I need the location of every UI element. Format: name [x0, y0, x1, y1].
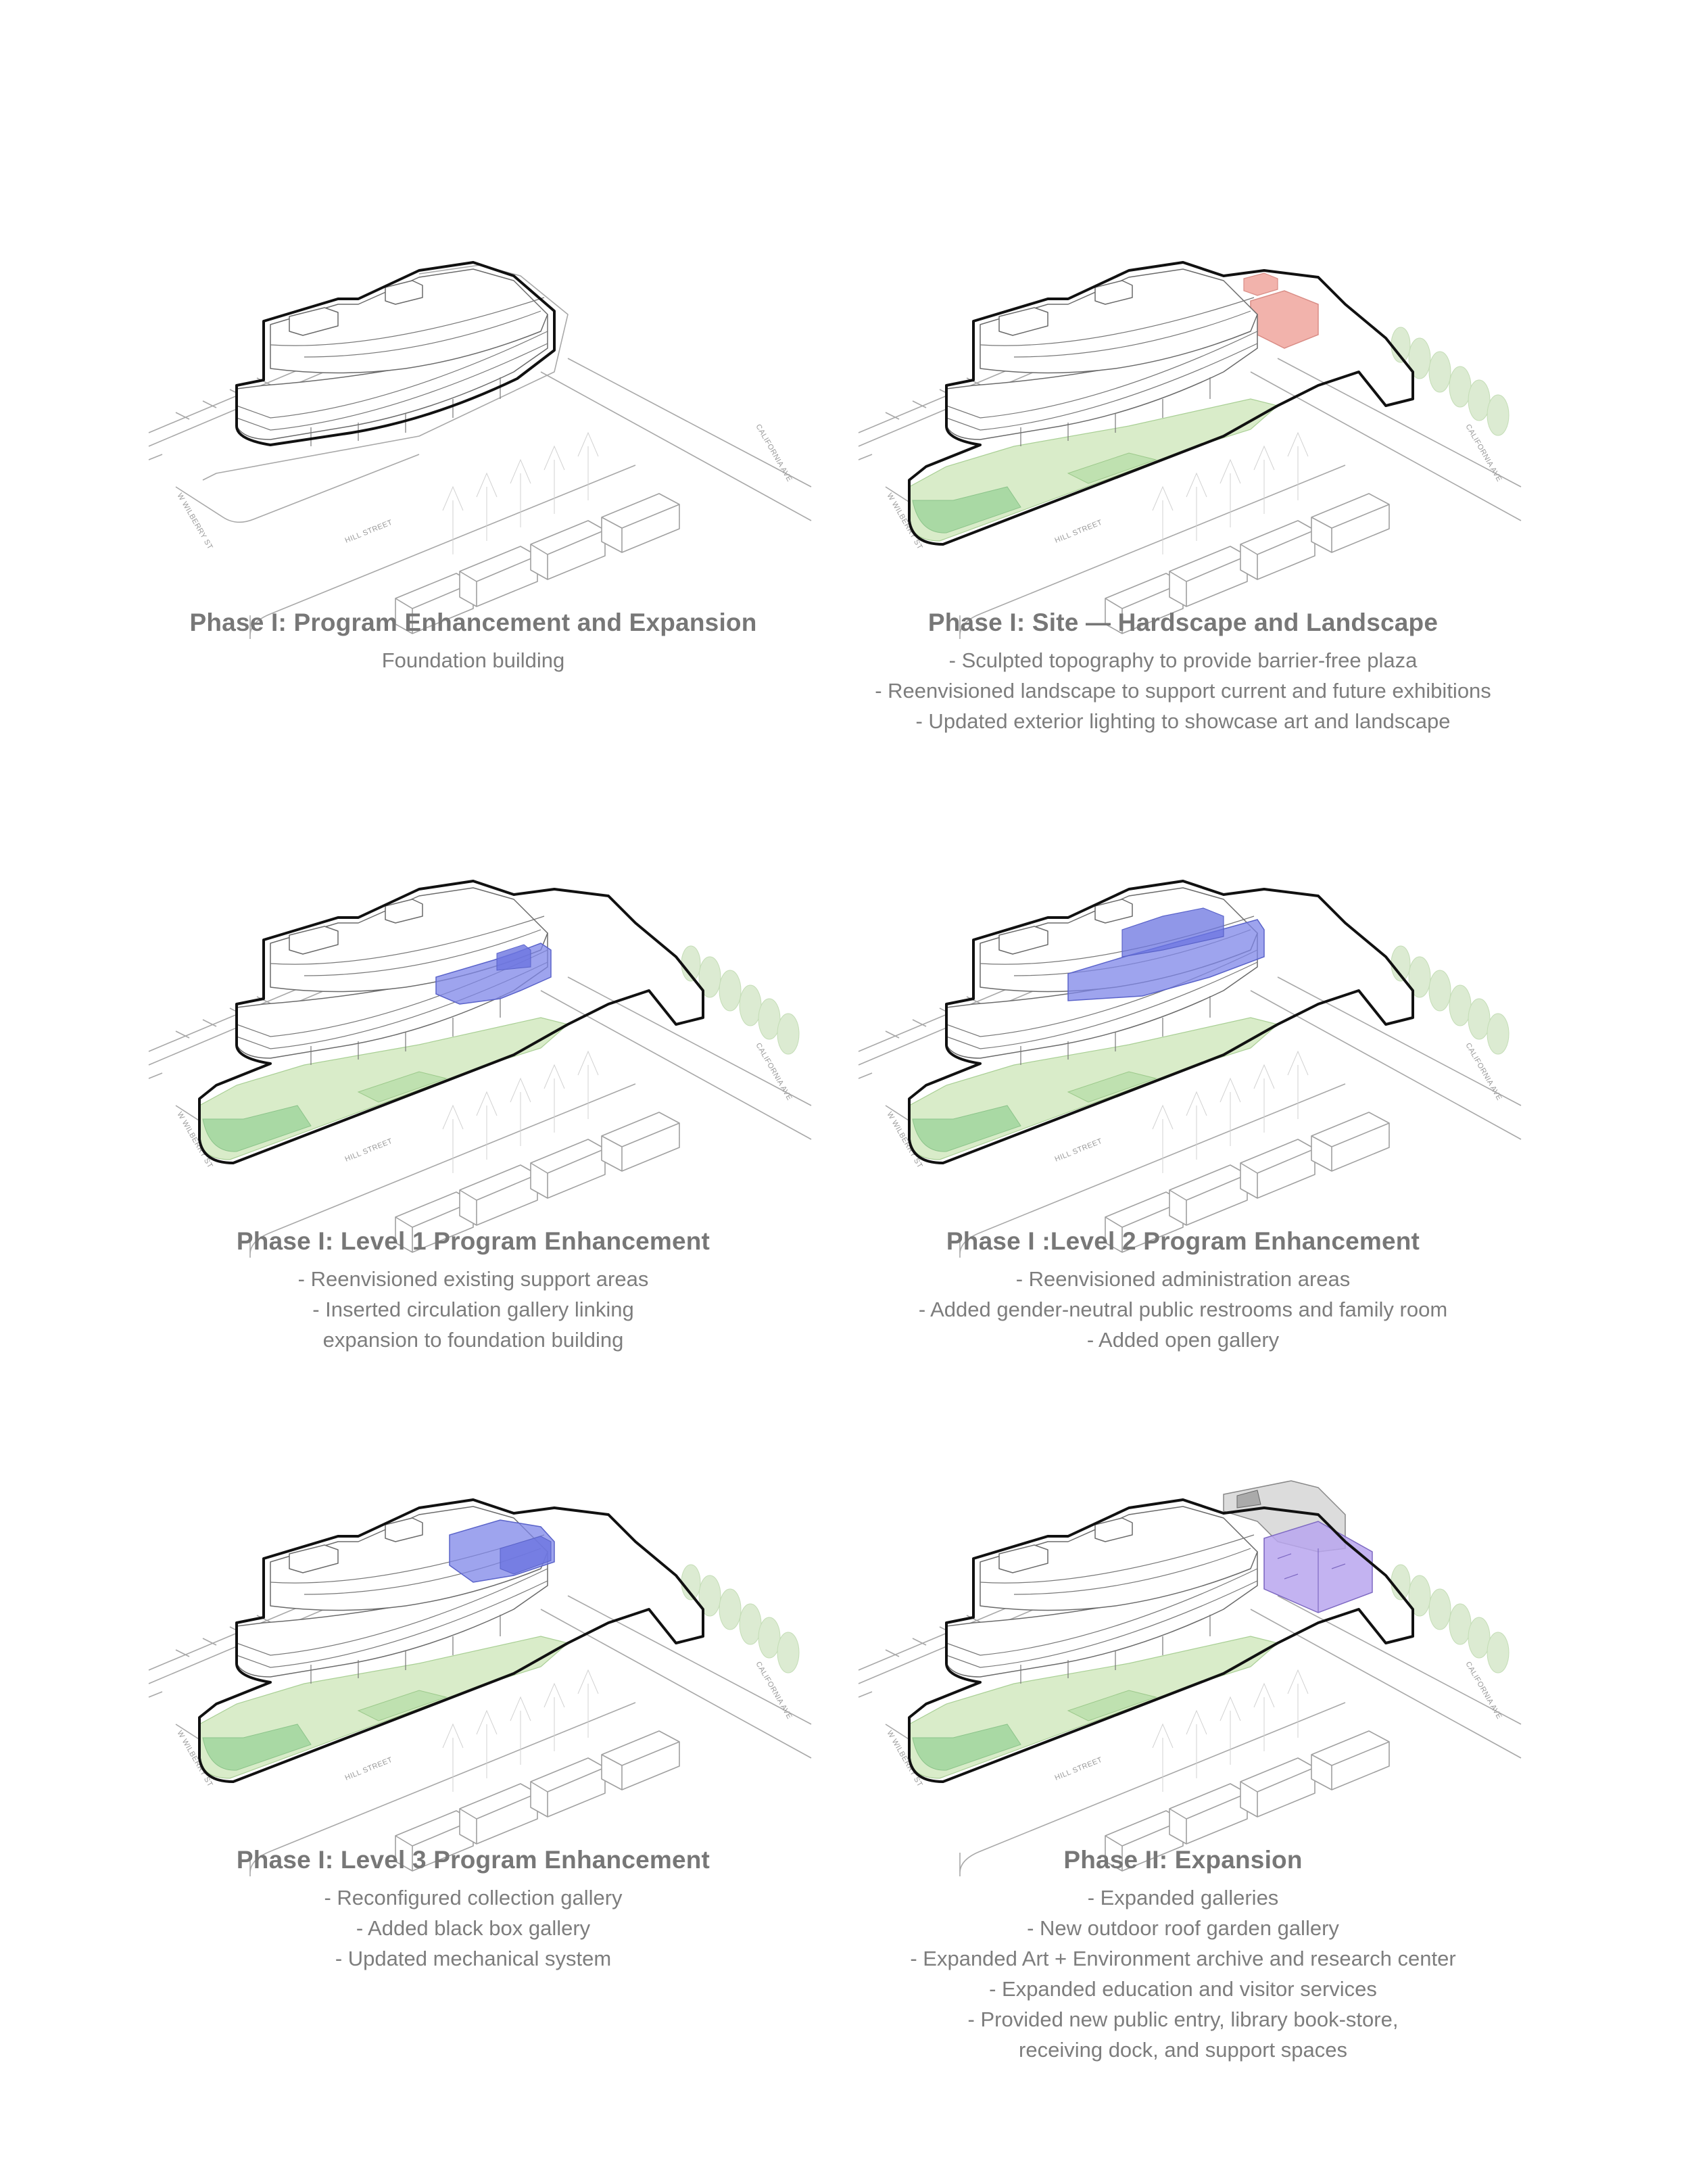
panel-line: - Updated mechanical system [335, 1947, 612, 1970]
panel-line: - Reenvisioned existing support areas [297, 1267, 649, 1291]
panel-line: - Updated exterior lighting to showcase art and landscape [915, 709, 1451, 733]
panel-line: - Expanded Art + Environment archive and research center [910, 1947, 1456, 1970]
site-diagram-level-3 [135, 1440, 811, 1819]
panel-title: Phase I: Site — Hardscape and Landscape [927, 609, 1439, 636]
panel-title: Phase II: Expansion [1063, 1846, 1303, 1874]
site-diagram-level-2 [845, 822, 1521, 1200]
panel-title: Phase I: Level 3 Program Enhancement [236, 1846, 710, 1874]
panel-line: - Reenvisioned administration areas [1015, 1267, 1351, 1291]
hardscape-red-small [1244, 273, 1278, 295]
panel-line: - Reconfigured collection gallery [324, 1886, 623, 1909]
panel-line: - Expanded galleries [1087, 1886, 1279, 1909]
site-diagram-foundation [135, 203, 811, 581]
panel-line: - Added open gallery [1086, 1328, 1280, 1352]
site-diagram-expansion [845, 1440, 1521, 1819]
panel-line: - Added gender-neutral public restrooms and family room [918, 1298, 1448, 1321]
panel-line: - Inserted circulation gallery linking [312, 1298, 634, 1321]
site-diagram-level-1 [135, 822, 811, 1200]
panel-line: expansion to foundation building [322, 1328, 624, 1352]
panel-line: - Reenvisioned landscape to support current and future exhibitions [875, 679, 1491, 703]
panel-title: Phase I: Program Enhancement and Expansion [189, 609, 757, 636]
panel-line: - Provided new public entry, library book-store, [967, 2008, 1399, 2031]
site-diagram-hardscape [845, 203, 1521, 581]
panel-line: - Sculpted topography to provide barrier-free plaza [948, 648, 1418, 672]
panel-line: - Expanded education and visitor services [989, 1977, 1377, 2001]
hardscape-red-volume [1251, 291, 1318, 348]
panel-line: receiving dock, and support spaces [1019, 2038, 1347, 2062]
panel-title: Phase I: Level 1 Program Enhancement [236, 1227, 710, 1255]
panel-line: - New outdoor roof garden gallery [1027, 1916, 1339, 1940]
panel-line: - Added black box gallery [356, 1916, 591, 1940]
panel-line: Foundation building [381, 648, 565, 672]
panel-title: Phase I :Level 2 Program Enhancement [946, 1227, 1420, 1255]
